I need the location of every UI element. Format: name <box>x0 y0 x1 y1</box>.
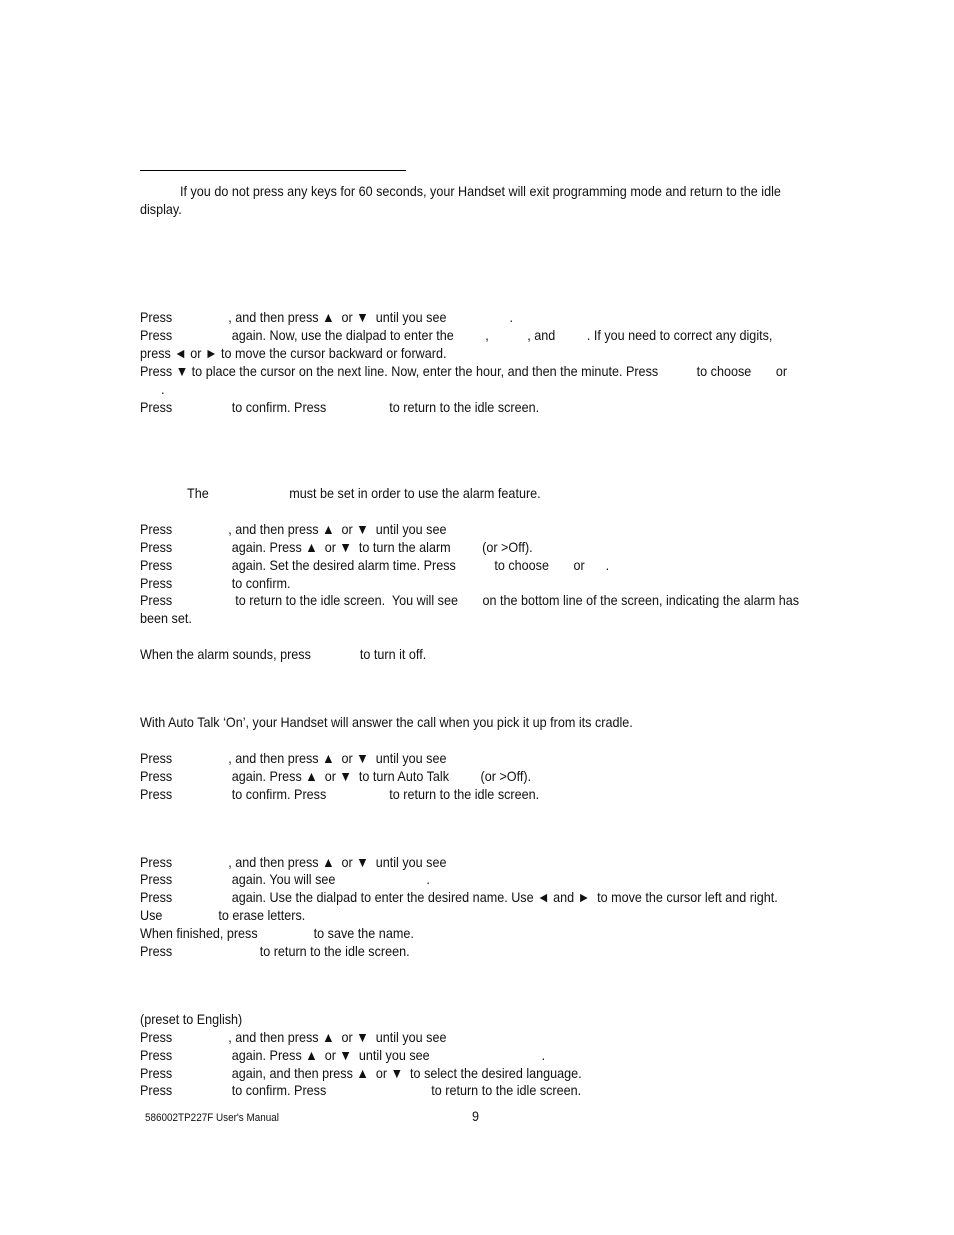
name-step: Press to return to the idle screen. <box>140 943 410 959</box>
datetime-step: . <box>140 381 165 397</box>
language-step: Press , and then press ▲ or ▼ until you see <box>140 1029 447 1045</box>
name-step: Press again. You will see . <box>140 871 430 887</box>
autotalk-intro: With Auto Talk ‘On’, your Handset will answer the call when you pick it up from its cradle. <box>140 714 633 730</box>
note-line-1: If you do not press any keys for 60 seconds, your Handset will exit programming mode and return to the idle <box>180 183 781 199</box>
section-rule <box>140 170 406 171</box>
note-line-2: display. <box>140 201 182 217</box>
footer-manual-name: 586002TP227F User's Manual <box>145 1112 279 1124</box>
autotalk-step: Press to confirm. Press to return to the idle screen. <box>140 786 540 802</box>
alarm-step: Press to confirm. <box>140 575 291 591</box>
alarm-step: been set. <box>140 610 192 626</box>
name-step: When finished, press to save the name. <box>140 925 414 941</box>
datetime-step: Press , and then press ▲ or ▼ until you see . <box>140 309 513 325</box>
page-number: 9 <box>472 1108 480 1124</box>
alarm-step: Press again. Press ▲ or ▼ to turn the alarm (or >Off). <box>140 539 533 555</box>
language-step: Press to confirm. Press to return to the idle screen. <box>140 1082 582 1098</box>
alarm-step: Press , and then press ▲ or ▼ until you see <box>140 521 447 537</box>
autotalk-step: Press , and then press ▲ or ▼ until you see <box>140 750 447 766</box>
datetime-step: Press again. Now, use the dialpad to enter the , , and . If you need to correct any digits, <box>140 327 773 343</box>
datetime-step: Press ▼ to place the cursor on the next line. Now, enter the hour, and then the minute. Press to choose or <box>140 363 788 379</box>
language-step: Press again. Press ▲ or ▼ until you see . <box>140 1047 546 1063</box>
name-step: Use to erase letters. <box>140 907 306 923</box>
alarm-step: Press again. Set the desired alarm time. Press to choose or . <box>140 557 610 573</box>
datetime-step: press ◄ or ► to move the cursor backward or forward. <box>140 345 447 361</box>
datetime-step: Press to confirm. Press to return to the idle screen. <box>140 399 540 415</box>
name-step: Press again. Use the dialpad to enter the desired name. Use ◄ and ► to move the cursor left and right. <box>140 889 778 905</box>
language-preset: (preset to English) <box>140 1011 243 1027</box>
name-step: Press , and then press ▲ or ▼ until you see <box>140 854 447 870</box>
alarm-step: Press to return to the idle screen. You will see on the bottom line of the screen, indicating the alarm has <box>140 592 800 608</box>
autotalk-step: Press again. Press ▲ or ▼ to turn Auto Talk (or >Off). <box>140 768 532 784</box>
alarm-note: The must be set in order to use the alarm feature. <box>187 485 541 501</box>
alarm-sounds-text: When the alarm sounds, press to turn it off. <box>140 646 427 662</box>
language-step: Press again, and then press ▲ or ▼ to select the desired language. <box>140 1065 582 1081</box>
